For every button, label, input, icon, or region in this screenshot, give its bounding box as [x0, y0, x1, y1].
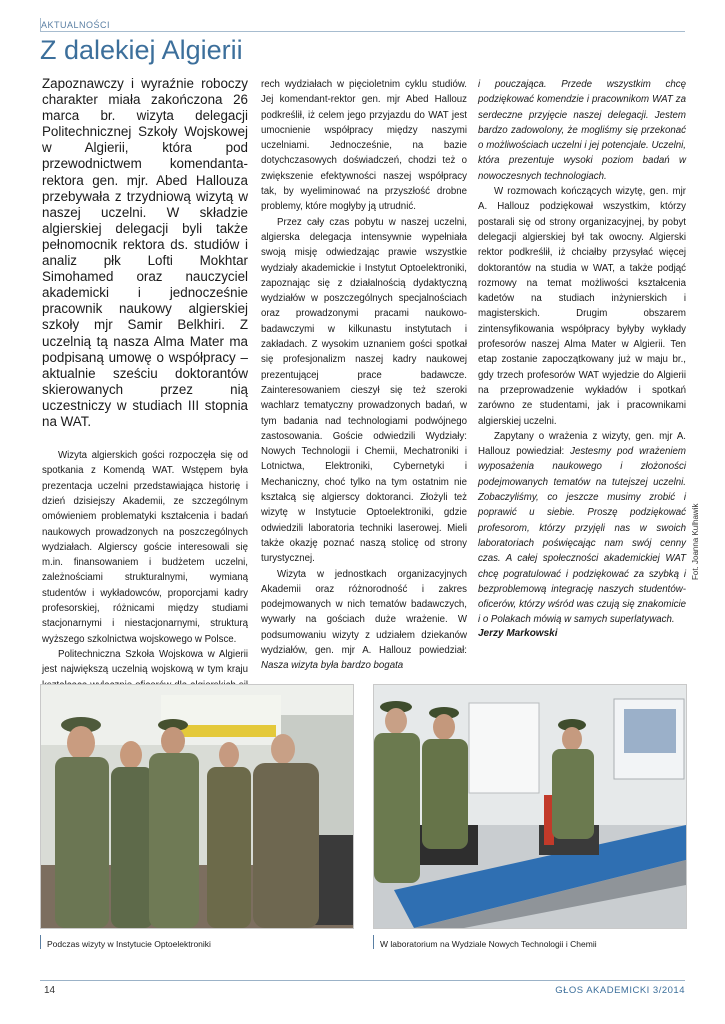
paragraph-text: Zapytany o wrażenia z wizyty, gen. mjr A. Hallouz powiedział:	[478, 430, 686, 458]
journal-name: GŁOS AKADEMICKI 3/2014	[555, 985, 685, 996]
page-number: 14	[44, 985, 56, 996]
paragraph: Wizyta algierskich gości rozpoczęła się od spotkania z Komendą WAT. Wstępem była prezentacja uczelni przedstawiająca historię i dzień dzisiejszy Akademii, ze szczególnym omówieniem problematyki kształcenia i badań naukowych prowadzonych na poszczególnych wydziałach. Algierscy goście interesowali się m.in. finansowaniem i budżetem uczelni, zależnościami strukturalnymi, wymianą studentów i wykładowców, proporcjami kadry profesorskiej, różnicami między studiami stacjonarnymi i niestacjonarnymi, strukturą wyższego szkolnictwa wojskowego w Polsce.	[42, 450, 248, 645]
lead-paragraph: Zapoznawczy i wyraźnie roboczy charakter miała zakończona 26 marca br. wizyta delegacji Politechnicznej Szkoły Wojskowej w Algierii, która pod przewodnictwem komendanta-rektora gen. mjr. Abed Hallouza przebywała z trzydniową wizytą w naszej uczelni. W składzie algierskiej delegacji byli także pełnomocnik rektora ds. studiów i analiz płk Lofti Mokhtar Simohamed oraz nauczyciel akademicki i jednocześnie pracownik naukowy algierskiej szkoły mjr Samir Belkhiri. Z uczelnią tą nasza Alma Mater ma podpisaną umowę o współpracy – aktualnie sześciu doktorantów skierowanych przez nią uczestniczy w studiach III stopnia na WAT.	[42, 76, 248, 429]
paragraph-text: Wizyta w jednostkach organizacyjnych Akademii oraz różnorodność i zakres podejmowanych w nich tematów badawczych, wywarły na gościach duże wrażenie. W podsumowaniu wizyty z udziałem dziekanów wydziałów, gen. mjr A. Hallouz powiedział:	[261, 568, 467, 656]
quote-text: Nasza wizyta była bardzo bogata	[261, 660, 404, 672]
caption-marker	[373, 935, 374, 949]
paragraph: Przez cały czas pobytu w naszej uczelni, algierska delegacja intensywnie wypełniała swoją misję odwiedzając prawie wszystkie wydziały akademickie i Instytut Optoelektroniki, zapoznając się z działalnością dydaktyczną wydziałów w poszczególnych specjalnościach oraz prowadzonymi pracami naukowo-badawczymi w kilkunastu instytutach i zakładach. Z wysokim uznaniem gości spotkał się profesjonalizm naszej kadry naukowej prezentującej prace badawcze. Zainteresowaniem cieszył się też szeroki wachlarz tematyczny prowadzonych badań, w tym badania nad technologiami podwójnego zastosowania. Goście odwiedzili Wydziały: Nowych Technologii i Chemii, Mechatroniki i Lotnictwa, Elektroniki, Cybernetyki i Mechaniczny, choć tylko na tym ostatnim nie kształcą się algierscy doktoranci. Złożyli też wizytę w Instytucie Optoelektroniki, gdzie odwiedzili laboratoria techniki laserowej. Mieli także okazję poznać naszą stolicę od strony turystycznej.	[261, 216, 467, 565]
quote-text: Jestesmy pod wrażeniem wyposażenia naukowego i złożoności podejmowanych tematów na tutejszej uczelni. Zobaczyliśmy, co jeszcze musimy zrobić i poprawić u siebie. Proszę podziękować profesorom, którzy przyjęli nas w swoich laboratoriach poświęcając nam swój cenny czas. A całej społeczności akademickiej WAT chcę pogratulować i podziękować za szybką i bezproblemową integrację naszych studentów-oficerów, którzy wśród was czują się znakomicie i o Polakach mówią w samych superlatywach.	[478, 446, 686, 626]
article-title: Z dalekiej Algierii	[40, 35, 243, 65]
photo-credit: Fot. Joanna Kulhawik	[691, 503, 700, 580]
quote-paragraph: i pouczająca. Przede wszystkim chcę podziękować komendzie i pracownikom WAT za serdeczne przyjęcie naszej delegacji. Jestem bardzo zadowolony, że mogliśmy się przekonać o możliwościach uczelni i jej potencjale. Uczelni, która prezentuje wysoki poziom badań w nowoczesnych technologiach.	[478, 79, 686, 182]
caption-marker	[40, 935, 41, 949]
paragraph: Politechniczna Szkoła Wojskowa w Algierii jest największą uczelnią wojskową w tym kraju	[42, 648, 248, 676]
photo-lab-visit	[373, 684, 687, 929]
photo1-caption: Podczas wizyty w Instytucie Optoelektroniki	[47, 939, 211, 949]
column-2	[261, 77, 467, 674]
column-1	[42, 76, 248, 739]
photo-institute-visit-image	[41, 685, 353, 928]
paragraph: W rozmowach kończących wizytę, gen. mjr A. Hallouz podziękował wszystkim, którzy postarali się od strony organizacyjnej, by pobyt delegacji algierskiej był tak owocny. Algierski rektor podkreślił, iż chciałby przysyłać więcej doktorantów na studia w WAT, a także podjąć rozmowy na temat możliwości kształcenia kadetów na studiach inżynierskich i magisterskich. Drugim obszarem zintensyfikowania współpracy byłyby wykłady profesorów naszej Alma Mater w Algierii. Ten etap zostanie zapoczątkowany już w maju br., gdy trzech profesorów WAT wyjedzie do Algierii na przeprowadzenie wykładów i spotkań zarówno ze studentami, jak i pracownikami algierskiej uczelni.	[478, 186, 686, 427]
paragraph	[478, 429, 686, 628]
paragraph: rech wydziałach w pięcioletnim cyklu studiów. Jej komendant-rektor gen. mjr Abed Hallouz podkreślił, iż celem jego przyjazdu do WAT jest umocnienie współpracy między naszymi uczelniami. Jednocześnie, na bazie dotychczasowych doświadczeń, chodzi też o zwiększenie efektywności naszej współpracy tak, by wyeliminować na przyszłość drobne problemy, które mogłyby ją utrudnić.	[261, 79, 467, 213]
photo-lab-visit-image	[374, 685, 686, 928]
photo2-caption: W laboratorium na Wydziale Nowych Technologii i Chemii	[380, 939, 597, 949]
column-3	[478, 77, 686, 639]
section-label: AKTUALNOŚCI	[41, 20, 111, 30]
paragraph	[261, 567, 467, 674]
photo-institute-visit	[40, 684, 354, 929]
author-signature: Jerzy Markowski	[478, 627, 558, 639]
header-rule	[40, 31, 685, 32]
footer-rule	[40, 980, 685, 981]
